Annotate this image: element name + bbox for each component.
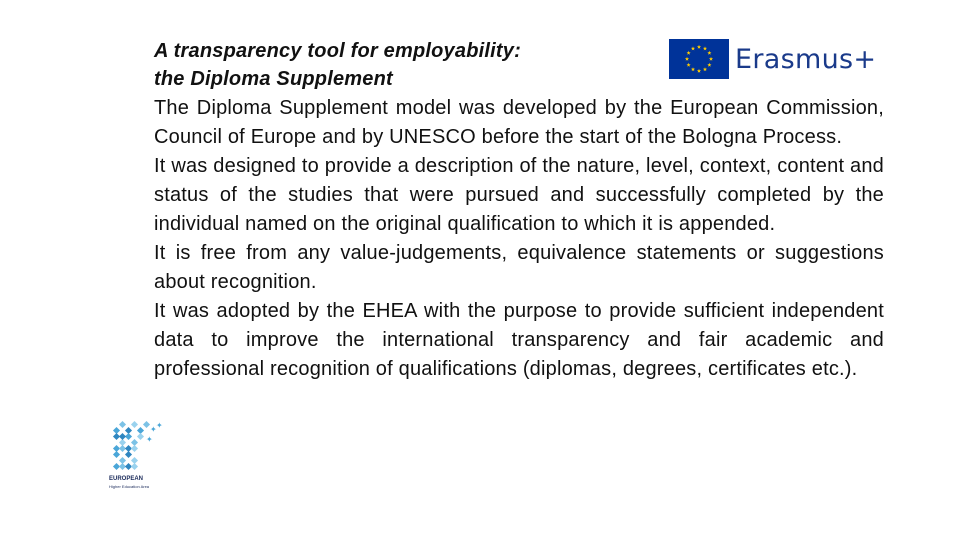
ehea-logo <box>106 418 170 494</box>
ehea-logo-subtitle: Higher Education Area <box>109 484 150 489</box>
ehea-star-icon: ✦ <box>150 425 157 434</box>
erasmus-plus-logo <box>669 39 877 81</box>
slide-body <box>154 94 884 384</box>
slide-title <box>154 37 654 93</box>
ehea-mosaic-cell <box>119 433 126 440</box>
ehea-mosaic-cell <box>125 451 132 458</box>
ehea-mosaic-cell <box>131 445 138 452</box>
ehea-logo-label: EUROPEAN <box>109 476 144 482</box>
title-line-2: the Diploma Supplement <box>154 68 393 90</box>
ehea-mosaic-cell <box>143 421 150 428</box>
eu-flag-icon <box>669 39 729 79</box>
paragraph-3: It is free from any value-judgements, equivalence statements or suggestions about recognition. <box>154 242 884 293</box>
erasmus-plus-wordmark: Erasmus+ <box>735 44 877 75</box>
ehea-mosaic-icon <box>106 418 170 476</box>
ehea-star-icon: ✦ <box>146 435 153 444</box>
ehea-mosaic-cell <box>137 433 144 440</box>
ehea-star-icon: ✦ <box>156 421 163 430</box>
ehea-mosaic-cell <box>119 421 126 428</box>
paragraph-1: The Diploma Supplement model was developed by the European Commission, Council of Europe and by UNESCO before the start of the Bologna Process. <box>154 97 884 148</box>
ehea-mosaic-cell <box>113 451 120 458</box>
ehea-mosaic-cell <box>131 463 138 470</box>
ehea-mosaic-cell <box>131 421 138 428</box>
title-line-1: A transparency tool for employability: <box>154 40 521 62</box>
paragraph-4: It was adopted by the EHEA with the purpose to provide sufficient independent data to improve the international transparency and fair academic and professional recognition of qualifications (diplomas, degrees, certificates etc.). <box>154 300 884 380</box>
paragraph-2: It was designed to provide a description of the nature, level, context, content and status of the studies that were pursued and successfully completed by the individual named on the original qualification to which it is appended. <box>154 155 884 235</box>
